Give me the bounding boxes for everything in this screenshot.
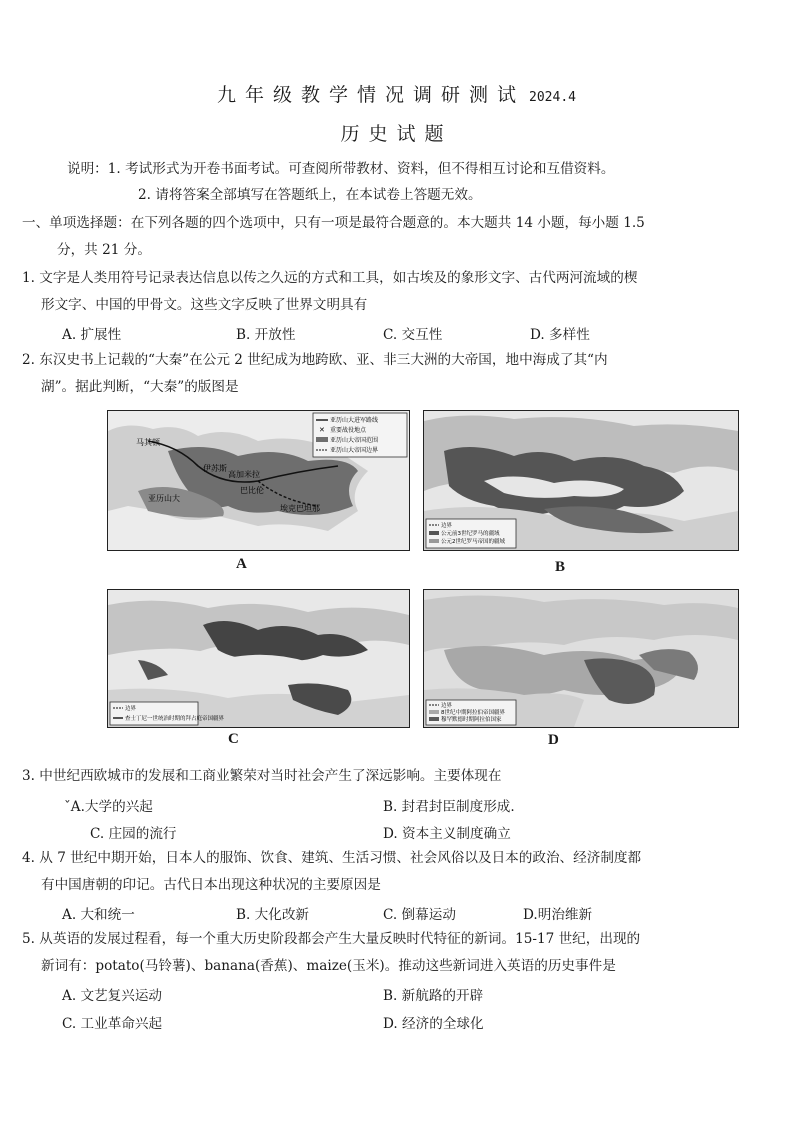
question-2-line-2: 湖”。据此判断，“大秦”的版图是 [41, 379, 239, 395]
question-4-option-b: B. 大化改新 [236, 907, 310, 923]
map-a-place-5: 亚历山大 [148, 494, 180, 503]
question-3-option-a: ˇA.大学的兴起 [64, 799, 153, 815]
instruction-line-1: 说明：1. 考试形式为开卷书面考试。可查阅所带教材、资料，但不得相互讨论和互借资料。 [67, 161, 615, 177]
map-a-legend-3: 亚历山大帝国范围 [330, 437, 379, 444]
instruction-line-2: 2. 请将答案全部填写在答题纸上，在本试卷上答题无效。 [138, 187, 482, 203]
question-5-line-2: 新词有：potato(马铃薯)、banana(香蕉)、maize(玉米)。推动这些新词进入英语的历史事件是 [41, 958, 616, 974]
question-1-line-1: 1. 文字是人类用符号记录表达信息以传之久远的方式和工具，如古埃及的象形文字、古代两河流域的楔 [22, 270, 638, 286]
question-3-option-d: D. 资本主义制度确立 [383, 826, 511, 842]
map-b-drawing [424, 411, 738, 550]
section-heading-line-2: 分，共 21 分。 [57, 242, 151, 258]
question-1-option-b: B. 开放性 [236, 327, 296, 343]
question-1-option-d: D. 多样性 [530, 327, 590, 343]
map-d [423, 589, 739, 728]
map-d-legend-1: 边界 [441, 703, 453, 709]
question-5-option-c: C. 工业革命兴起 [62, 1016, 163, 1032]
question-4-line-2: 有中国唐朝的印记。古代日本出现这种状况的主要原因是 [41, 877, 381, 893]
map-b [423, 410, 739, 551]
exam-subject: 历史试题 [340, 123, 453, 145]
question-5-option-a: A. 文艺复兴运动 [62, 988, 163, 1004]
question-1-option-a: A. 扩展性 [62, 327, 122, 343]
map-c-label: C [228, 731, 239, 747]
question-1-line-2: 形文字、中国的甲骨文。这些文字反映了世界文明具有 [41, 297, 368, 313]
map-c-legend-1: 边界 [125, 706, 137, 712]
question-5-line-1: 5. 从英语的发展过程看，每一个重大历史阶段都会产生大量反映时代特征的新词。15-17 世纪，出现的 [22, 931, 641, 947]
exam-date: 2024.4 [529, 90, 576, 105]
question-3-option-c: C. 庄园的流行 [90, 826, 177, 842]
exam-title [0, 80, 793, 107]
map-d-label: D [548, 732, 559, 748]
question-5-option-d: D. 经济的全球化 [383, 1016, 484, 1032]
map-b-legend-3: 公元2世纪罗马帝国的疆域 [441, 539, 506, 545]
map-a-battle-icon: ✕ [319, 426, 325, 434]
map-d-drawing [424, 590, 738, 727]
question-1-option-c: C. 交互性 [383, 327, 443, 343]
map-a-legend-2: 重要战役地点 [330, 427, 367, 434]
map-d-legend-3: 穆罕默德时期阿拉伯国家 [441, 717, 502, 723]
question-3-option-b: B. 封君封臣制度形成. [383, 799, 515, 815]
map-a-legend-1: 亚历山大进军路线 [330, 417, 379, 424]
map-c-legend-2: 查士丁尼一世统治时期的拜占庭帝国疆界 [125, 716, 225, 722]
map-a [107, 410, 410, 551]
question-4-option-c: C. 倒幕运动 [383, 907, 456, 923]
map-b-legend-1: 边界 [441, 523, 453, 529]
map-a-label: A [236, 556, 247, 572]
question-5-option-b: B. 新航路的开辟 [383, 988, 484, 1004]
question-3-line-1: 3. 中世纪西欧城市的发展和工商业繁荣对当时社会产生了深远影响。主要体现在 [22, 768, 502, 784]
map-a-place-3: 高加米拉 [228, 470, 260, 479]
section-heading-line-1: 一、单项选择题：在下列各题的四个选项中，只有一项是最符合题意的。本大题共 14 小题，每小题 1.5 [22, 215, 645, 231]
map-b-legend-2: 公元前3世纪罗马的疆域 [441, 531, 500, 537]
question-2-line-1: 2. 东汉史书上记载的“大秦”在公元 2 世纪成为地跨欧、亚、非三大洲的大帝国，地中海成了其“内 [22, 352, 608, 368]
question-4-line-1: 4. 从 7 世纪中期开始，日本人的服饰、饮食、建筑、生活习惯、社会风俗以及日本的政治、经济制度都 [22, 850, 642, 866]
map-c [107, 589, 410, 728]
map-a-legend-4: 亚历山大帝国边界 [330, 447, 379, 454]
map-a-place-6: 埃克巴坦那 [280, 504, 320, 513]
map-d-legend-2: 8世纪中期阿拉伯帝国疆界 [441, 710, 506, 716]
question-4-option-d: D.明治维新 [523, 907, 593, 923]
map-c-drawing [108, 590, 409, 727]
map-a-place-4: 巴比伦 [240, 486, 264, 495]
question-4-option-a: A. 大和统一 [62, 907, 135, 923]
map-a-place-1: 马其顿 [136, 438, 160, 447]
map-b-label: B [555, 559, 566, 575]
map-a-place-2: 伊苏斯 [203, 464, 227, 473]
map-a-drawing [108, 411, 409, 550]
exam-title-text: 九年级教学情况调研测试 [217, 84, 526, 106]
